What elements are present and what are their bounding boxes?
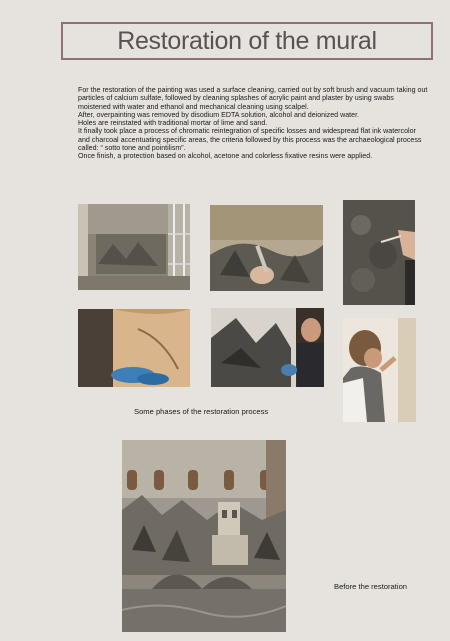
photo-scaffold-mural	[78, 204, 190, 290]
photo-before-restoration	[122, 440, 286, 632]
caption-phases: Some phases of the restoration process	[134, 407, 269, 416]
photo-restorer-at-wall	[343, 318, 416, 422]
caption-before: Before the restoration	[334, 582, 408, 591]
page-title: Restoration of the mural	[117, 26, 377, 55]
photo-restorer-working	[211, 308, 324, 387]
photo-brush-detail	[343, 200, 415, 305]
paragraph-overpainting: After, overpainting was removed by disodium EDTA solution, alcohol and deionized water.	[78, 110, 360, 119]
paragraph-protection: Once finish, a protection based on alcohol, acetone and colorless fixative resins were applied.	[78, 152, 373, 160]
paragraph-cleaning: For the restoration of the painting was used a surface cleaning, carried out by soft brush and vacuum taking out particles of calcium sulfate, followed by cleaning splashes of acrylic paint and plaster by using swabs moistened with water and ethanol and mechanical cleaning using scalpel.	[78, 86, 428, 111]
photo-hand-cleaning	[210, 205, 323, 291]
paragraph-reintegration: It finally took place a process of chromatic reintegration of specific losses and widespread flat ink watercolor and charcoal accentuating specific areas, the criteria followed by this process was the archaeological process called: “ sotto tone and pointilism”.	[78, 127, 422, 152]
paragraph-holes: Holes are reinstated with traditional mortar of lime and sand.	[78, 119, 268, 127]
description-text	[78, 86, 428, 160]
photo-gloves-cleaning	[78, 309, 190, 387]
title-box	[61, 22, 433, 60]
